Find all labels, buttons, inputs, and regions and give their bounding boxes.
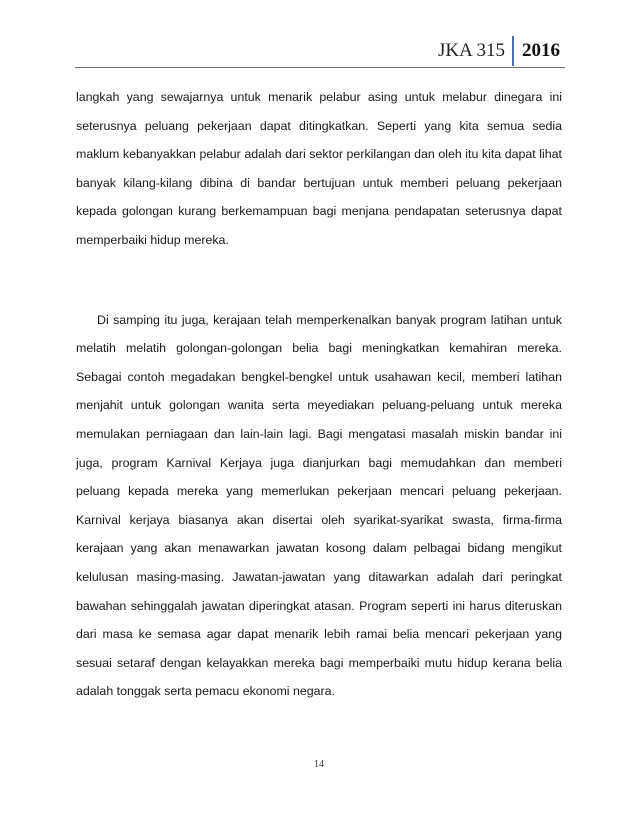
page-number: 14 (314, 759, 324, 770)
paragraph-1: langkah yang sewajarnya untuk menarik pelabur asing untuk melabur dinegara ini seterusnya peluang pekerjaan dapat ditingkatkan. Seperti yang kita semua sedia maklum kebanyakkan pelabur adalah dari sektor perkilangan dan oleh itu kita dapat lihat banyak kilang-kilang dibina di bandar bertujuan untuk memberi peluang pekerjaan kepada golongan kurang berkemampuan bagi menjana pendapatan seterusnya dapat memperbaiki hidup mereka. (76, 90, 562, 247)
course-code: JKA 315 (438, 36, 514, 66)
paragraph-2: Di samping itu juga, kerajaan telah memperkenalkan banyak program latihan untuk melatih melatih golongan-golongan belia bagi meningkatkan kemahiran mereka. Sebagai contoh megadakan bengkel-bengkel untuk usahawan kecil, memberi latihan menjahit untuk golongan wanita serta meyediakan peluang-peluang untuk mereka memulakan perniagaan dan lain-lain lagi. Bagi mengatasi masalah miskin bandar ini juga, program Karnival Kerjaya juga dianjurkan bagi memudahkan dan memberi peluang kepada mereka yang memerlukan pekerjaan mencari peluang pekerjaan. Karnival kerjaya biasanya akan disertai oleh syarikat-syarikat swasta, firma-firma kerajaan yang akan menawarkan jawatan kosong dalam pelbagai bidang mengikut kelulusan masing-masing. Jawatan-jawatan yang ditawarkan adalah dari peringkat bawahan sehinggalah jawatan diperingkat atasan. Program seperti ini harus diteruskan dari masa ke semasa agar dapat menarik lebih ramai belia mencari pekerjaan yang sesuai setaraf dengan kelayakkan mereka bagi memperbaiki mutu hidup kerana belia adalah tonggak serta pemacu ekonomi negara. (76, 312, 562, 699)
header-rule (75, 67, 565, 68)
page-header (438, 36, 560, 66)
document-body (76, 83, 562, 706)
header-year: 2016 (522, 40, 560, 61)
